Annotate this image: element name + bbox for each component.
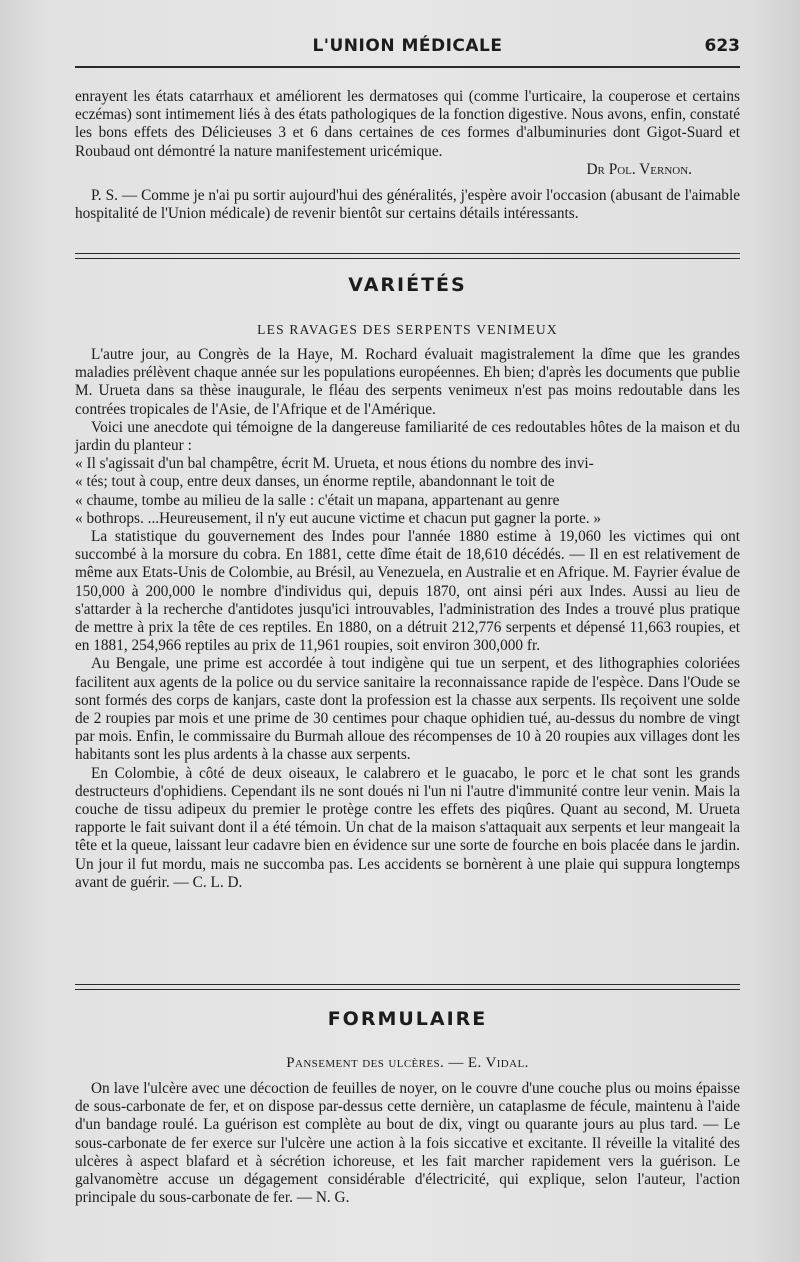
- intro-text: [75, 88, 740, 223]
- section-divider-2: [75, 984, 740, 990]
- varietes-paragraph-3: La statistique du gouvernement des Indes pour l'année 1880 estime à 19,060 les victimes qui ont succombé à la morsure du cobra. En 1881, cette dîme était de 18,610 décédés. — Il en est relativement de même aux Etats-Unis de Colombie, au Brésil, au Venezuela, en Australie et en Afrique. M. Fayrier évalue de 150,000 à 200,000 le nombre d'individus qui, depuis 1870, ont ainsi péri aux Indes. Aussi au lieu de s'attarder à la recherche d'antidotes jusqu'ici introuvables, l'administration des Indes a trouvé plus pratique de mettre à prix la tête de ces reptiles. En 1880, on a détruit 212,776 serpents et dépensé 11,663 roupies, et en 1881, 254,966 reptiles au prix de 11,961 roupies, soit environ 300,000 fr.: [75, 528, 740, 655]
- section-divider-1: [75, 253, 740, 259]
- formulaire-subheading: Pansement des ulcères. — E. Vidal.: [286, 1055, 529, 1071]
- varietes-paragraph-5: En Colombie, à côté de deux oiseaux, le calabrero et le guacabo, le porc et le chat sont les grands destructeurs d'ophidiens. Cependant ils ne sont doués ni l'un ni l'autre d'immunité contre leur venin. Mais la couche de tissu adipeux du premier le protège contre les effets des piqûres. Quant au second, M. Urueta rapporte le fait suivant dont il a été témoin. Un chat de la maison s'attaquait aux serpents et leur mangeait la tête et la queue, laissant leur cadavre bien en évidence sur une sorte de fourche en bois placée dans le jardin. Un jour il fut mordu, mais ne succomba pas. Les accidents se bornèrent à une plaie qui suppura longtemps avant de guérir. — C. L. D.: [75, 764, 740, 891]
- anecdote-quote: [75, 455, 740, 528]
- varietes-subheading: LES RAVAGES DES SERPENTS VENIMEUX: [257, 322, 558, 337]
- formulaire-heading: FORMULAIRE: [327, 1008, 488, 1030]
- varietes-body: [75, 346, 740, 892]
- varietes-heading: VARIÉTÉS: [348, 274, 467, 296]
- formulaire-body: [75, 1080, 740, 1207]
- journal-title: L'UNION MÉDICALE: [312, 36, 503, 56]
- header-rule: [75, 66, 740, 68]
- quote-line: « Il s'agissait d'un bal champêtre, écrit M. Urueta, et nous étions du nombre des invi-: [75, 455, 594, 473]
- quote-line: « chaume, tombe au milieu de la salle : c'était un mapana, appartenant au genre: [75, 491, 560, 509]
- varietes-paragraph-2: Voici une anecdote qui témoigne de la dangereuse familiarité de ces redoutables hôtes de la maison et du jardin du planteur :: [75, 418, 740, 455]
- formulaire-paragraph: On lave l'ulcère avec une décoction de feuilles de noyer, on le couvre d'une couche plus ou moins épaisse de sous-carbonate de fer, et on dispose par-dessus cette dernière, un cataplasme de fécule, maintenu à l'aide d'un bandage roulé. La guérison est complète au bout de dix, vingt ou quarante jours au plus tard. — Le sous-carbonate de fer exerce sur l'ulcère une action à la fois siccative et excitante. Il réveille la vitalité des ulcères à aspect blafard et à sécrétion ichoreuse, et les fait marcher rapidement vers la guérison. Le galvanomètre accuse un dégagement considérable d'électricité, qui explique, selon l'auteur, l'action principale du sous-carbonate de fer. — N. G.: [75, 1080, 740, 1207]
- quote-line: « tés; tout à coup, entre deux danses, un énorme reptile, abandonnant le toit de: [75, 473, 555, 491]
- running-header: [75, 36, 740, 64]
- postscript-paragraph: P. S. — Comme je n'ai pu sortir aujourd'hui des généralités, j'espère avoir l'occasion (abusant de l'aimable hospitalité de l'Union médicale) de revenir bientôt sur certains détails intéressants.: [75, 187, 740, 223]
- intro-paragraph: enrayent les états catarrhaux et améliorent les dermatoses qui (comme l'urticaire, la couperose et certains eczémas) sont intimement liés à des états pathologiques de la fonction digestive. Nous avons, enfin, constaté les bons effets des Délicieuses 3 et 6 dans certaines de ces formes d'albuminuries dont Gigot-Suard et Roubaud ont démontré la nature manifestement uricémique.: [75, 88, 740, 160]
- author-signature: Dr Pol. Vernon.: [586, 160, 692, 178]
- varietes-paragraph-4: Au Bengale, une prime est accordée à tout indigène qui tue un serpent, et des lithographies coloriées facilitent aux agents de la police ou du service sanitaire la reconnaissance rapide de l'espèce. Dans l'Oude se sont formés des corps de kanjars, caste dont la profession est la chasse aux serpents. Ils reçoivent une solde de 2 roupies par mois et une prime de 30 centimes pour chaque ophidien tué, au-dessus du nombre de vingt par mois. Enfin, le commissaire du Burmah alloue des récompenses de 10 à 20 roupies aux villages dont les habitants sont les plus ardents à la chasse aux serpents.: [75, 655, 740, 764]
- quote-line: « bothrops. ...Heureusement, il n'y eut aucune victime et chacun put gagner la porte. »: [75, 509, 602, 527]
- page-number: 623: [704, 36, 740, 56]
- varietes-paragraph-1: L'autre jour, au Congrès de la Haye, M. Rochard évaluait magistralement la dîme que les grandes maladies prélèvent chaque année sur les populations européennes. Eh bien; d'après les documents que publie M. Urueta dans sa thèse inaugurale, le fléau des serpents venimeux n'est pas moins redoutable dans les contrées tropicales de l'Asie, de l'Afrique et de l'Amérique.: [75, 346, 740, 418]
